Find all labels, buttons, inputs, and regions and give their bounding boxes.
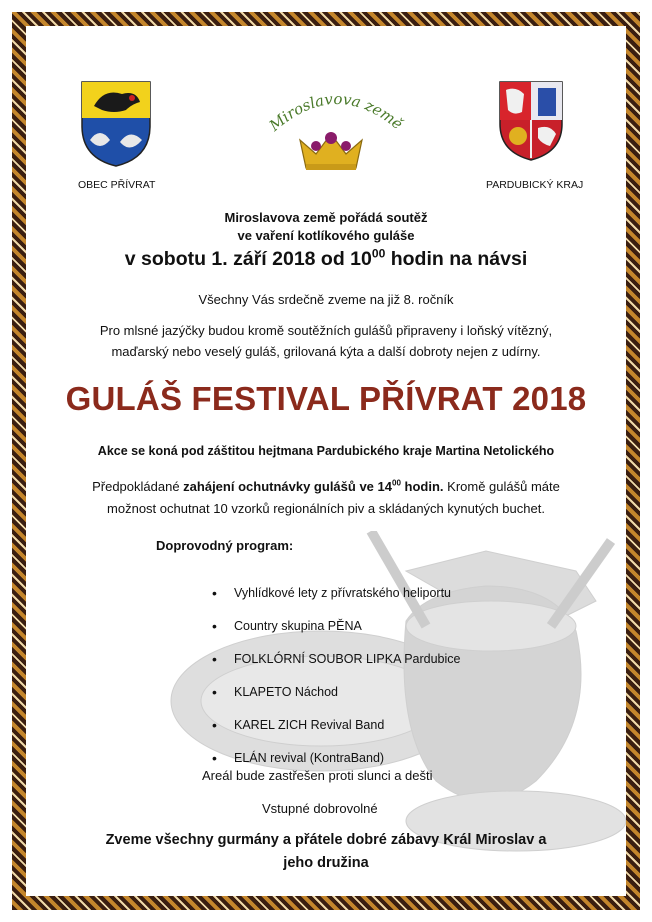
tasting-prefix: Předpokládané [92, 479, 184, 494]
poster [26, 26, 626, 896]
closing-line-2: jeho družina [283, 855, 369, 871]
program-item-label: FOLKLÓRNÍ SOUBOR LIPKA Pardubice [234, 652, 461, 666]
list-item [212, 619, 460, 652]
intro-line-2: ve vaření kotlíkového guláše [237, 228, 415, 243]
program-heading: Doprovodný program: [156, 538, 294, 553]
tasting-line-2: možnost ochutnat 10 vzorků regionálních piv a skládaných kynutých buchet. [107, 501, 545, 516]
festival-title: GULÁŠ FESTIVAL PŘÍVRAT 2018 [65, 380, 587, 417]
bullet: • [212, 585, 217, 601]
bullet: • [212, 684, 217, 700]
privrat-coat-of-arms-icon [80, 80, 152, 168]
pardubicky-kraj-coat-of-arms-icon [498, 80, 564, 162]
entry-note: Vstupné dobrovolné [262, 801, 378, 816]
invite-text: Všechny Vás srdečně zveme na již 8. ročník [198, 292, 454, 307]
roof-note: Areál bude zastřešen proti slunci a dešti [202, 768, 433, 783]
tasting-line-1 [26, 479, 626, 494]
closing-line-1: Zveme všechny gurmány a přátele dobré zábavy Král Miroslav a [105, 832, 547, 848]
description-line-2: maďarský nebo veselý guláš, grilovaná kýta a další dobroty nejen z udírny. [111, 344, 541, 359]
program-list [212, 586, 460, 784]
svg-text:Miroslavova země: Miroslavova země [265, 89, 407, 135]
bullet: • [212, 717, 217, 733]
tasting-sup: 00 [391, 478, 401, 488]
bullet: • [212, 618, 217, 634]
date-prefix: v sobotu 1. září 2018 od 10 [124, 248, 372, 270]
date-suffix: hodin na návsi [385, 248, 528, 270]
bullet: • [212, 651, 217, 667]
list-item [212, 652, 460, 685]
tasting-bold-end: hodin. [400, 479, 444, 494]
program-item-label: Country skupina PĚNA [234, 619, 362, 633]
left-caption: OBEC PŘÍVRAT [78, 179, 156, 191]
list-item [212, 718, 460, 751]
bullet: • [212, 750, 217, 766]
description-line-1: Pro mlsné jazýčky budou kromě soutěžních gulášů připraveny i loňský vítězný, [99, 323, 553, 338]
date-sup: 00 [371, 246, 386, 261]
event-date [26, 248, 626, 271]
intro-line-1: Miroslavova země pořádá soutěž [224, 210, 428, 225]
patronage-text: Akce se koná pod záštitou hejtmana Pardubického kraje Martina Netolického [97, 444, 555, 458]
list-item [212, 586, 460, 619]
right-caption: PARDUBICKÝ KRAJ [486, 179, 584, 191]
tasting-suffix: Kromě gulášů máte [443, 479, 560, 494]
program-item-label: ELÁN revival (KontraBand) [234, 751, 385, 765]
tasting-bold: zahájení ochutnávky gulášů ve 14 [183, 479, 392, 494]
program-item-label: Vyhlídkové lety z přívratského heliportu [234, 586, 452, 600]
program-item-label: KLAPETO Náchod [234, 685, 338, 699]
list-item [212, 685, 460, 718]
program-item-label: KAREL ZICH Revival Band [234, 718, 385, 732]
logo-curved-text [262, 78, 412, 148]
